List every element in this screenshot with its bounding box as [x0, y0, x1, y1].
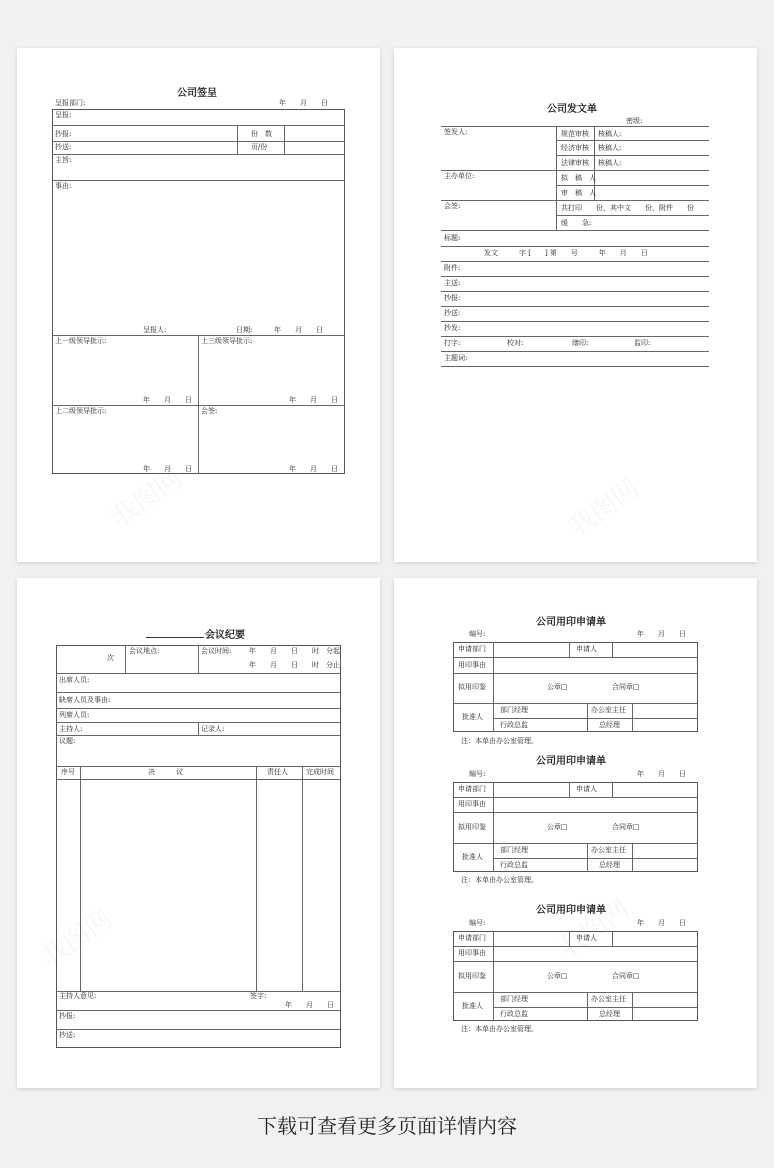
- matter-label: 事由:: [55, 182, 72, 190]
- print-supervisor-label: 监印:: [634, 339, 651, 347]
- form3-approver: 批准人: [462, 1002, 483, 1010]
- form1-gm: 总经理: [599, 721, 620, 729]
- form2-gm: 总经理: [599, 861, 620, 869]
- form3-reason: 用印事由: [458, 949, 486, 957]
- cc1-label: 抄报:: [444, 294, 461, 302]
- recorder-label: 记录人:: [201, 725, 225, 733]
- form2-dept: 申请部门: [458, 785, 486, 793]
- form3-office-head: 办公室主任: [591, 995, 626, 1003]
- page-title: 会议纪要: [205, 630, 245, 641]
- attachment-label: 附件:: [444, 264, 461, 272]
- form1-office-head: 办公室主任: [591, 706, 626, 714]
- doc-number: 发文 字 [ ] 第 号 年 月 日: [484, 249, 648, 257]
- host-label: 主持人:: [59, 725, 83, 733]
- form3-applicant: 申请人: [576, 934, 597, 942]
- page-seal-request: [394, 578, 757, 1088]
- form1-date: 年 月 日: [637, 630, 686, 638]
- cc2-label: 抄送:: [55, 143, 72, 151]
- form3-dept-mgr: 部门经理: [500, 995, 528, 1003]
- form3-seal-type: 拟用印鉴: [458, 972, 486, 980]
- form2-no-label: 编号:: [469, 770, 486, 778]
- form1-dept-mgr: 部门经理: [500, 706, 528, 714]
- cc2-label: 抄送:: [59, 1031, 76, 1039]
- form3-gm: 总经理: [599, 1010, 620, 1018]
- subject-label: 标题:: [444, 234, 461, 242]
- form2-date: 年 月 日: [637, 770, 686, 778]
- col-owner: 责任人: [267, 768, 288, 776]
- form1-applicant: 申请人: [576, 645, 597, 653]
- countersign-label: 会签:: [201, 407, 218, 415]
- form2-approver: 批准人: [462, 853, 483, 861]
- session-label: 次: [107, 654, 114, 662]
- form3-contract-seal: 合同章□: [612, 972, 640, 980]
- time-start: 年 月 日 时 分起: [249, 647, 340, 655]
- watermark: [560, 469, 645, 544]
- review2-type: 经济审核: [561, 144, 589, 152]
- page-title: 公司发文单: [547, 104, 597, 115]
- form2-applicant: 申请人: [576, 785, 597, 793]
- reporter-label: 呈报人:: [143, 326, 167, 334]
- form3-dept: 申请部门: [458, 934, 486, 942]
- proof-label: 校对:: [507, 339, 524, 347]
- leader2-date: 年 月 日: [143, 465, 192, 473]
- countersign-label: 会签:: [444, 202, 461, 210]
- col-no: 序号: [61, 768, 75, 776]
- form1-note: 注：本单由办公室管理。: [461, 737, 538, 745]
- form2-office-head: 办公室主任: [591, 846, 626, 854]
- form1-dept: 申请部门: [458, 645, 486, 653]
- review1-checker: 核稿人:: [598, 130, 622, 138]
- signer-label: 签发人:: [444, 128, 468, 136]
- form1-reason: 用印事由: [458, 661, 486, 669]
- form2-company-seal: 公章□: [547, 823, 568, 831]
- place-label: 会议地点:: [129, 647, 160, 655]
- reviewer-label: 审 稿 人: [561, 189, 596, 197]
- form3-company-seal: 公章□: [547, 972, 568, 980]
- review3-checker: 核稿人:: [598, 159, 622, 167]
- cc2-label: 抄送:: [444, 309, 461, 317]
- main-to-label: 主送:: [444, 279, 461, 287]
- form2-note: 注：本单由办公室管理。: [461, 876, 538, 884]
- dept-label: 呈报部门:: [55, 99, 86, 107]
- leader3-label: 上三级领导批示:: [201, 337, 253, 345]
- drafter-label: 拟 稿 人: [561, 174, 596, 182]
- sign-date: 年 月 日: [285, 1001, 334, 1009]
- form1-company-seal: 公章□: [547, 683, 568, 691]
- date-field: 年 月 日: [274, 326, 323, 334]
- review3-type: 法律审核: [561, 159, 589, 167]
- leader1-date: 年 月 日: [143, 396, 192, 404]
- host-unit-label: 主办单位:: [444, 172, 475, 180]
- form2-contract-seal: 合同章□: [612, 823, 640, 831]
- absent-label: 缺席人员及事由:: [59, 696, 111, 704]
- form3-admin-director: 行政总监: [500, 1010, 528, 1018]
- title-blank-line: [146, 637, 204, 638]
- review2-checker: 核稿人:: [598, 144, 622, 152]
- leader3-date: 年 月 日: [289, 396, 338, 404]
- form1-approver: 批准人: [462, 713, 483, 721]
- col-resolution: 决 议: [148, 768, 183, 776]
- secret-label: 密级:: [626, 117, 643, 125]
- page-dispatch: [394, 48, 757, 562]
- form3-date: 年 月 日: [637, 919, 686, 927]
- typist-label: 打字:: [444, 339, 461, 347]
- host-opinion-label: 主持人意见:: [59, 992, 97, 1000]
- attendees-label: 出席人员:: [59, 676, 90, 684]
- issue-label: 抄发:: [444, 324, 461, 332]
- countersign-date: 年 月 日: [289, 465, 338, 473]
- review1-type: 规范审核: [561, 130, 589, 138]
- copy-label: 缮印:: [572, 339, 589, 347]
- cc1-label: 抄报:: [55, 130, 72, 138]
- form1-seal-type: 拟用印鉴: [458, 683, 486, 691]
- sign-label: 签字:: [250, 992, 267, 1000]
- time-end: 年 月 日 时 分止: [249, 661, 340, 669]
- form2-dept-mgr: 部门经理: [500, 846, 528, 854]
- form2-title: 公司用印申请单: [536, 756, 606, 767]
- form1-title: 公司用印申请单: [536, 617, 606, 628]
- form1-no-label: 编号:: [469, 630, 486, 638]
- form2-seal-type: 拟用印鉴: [458, 823, 486, 831]
- subject-label: 主旨:: [55, 156, 72, 164]
- copies-label: 份 数: [251, 130, 272, 138]
- urgency-label: 缓 急:: [561, 219, 592, 227]
- form3-no-label: 编号:: [469, 919, 486, 927]
- page-title: 公司签呈: [177, 88, 217, 99]
- form2-reason: 用印事由: [458, 800, 486, 808]
- print-count: 共打印 份，其中文 份，附件 份: [561, 204, 694, 212]
- topic-label: 议题:: [59, 737, 76, 745]
- form2-admin-director: 行政总监: [500, 861, 528, 869]
- form1-admin-director: 行政总监: [500, 721, 528, 729]
- date-label: 年 月 日: [279, 99, 328, 107]
- page-meeting-minutes: [17, 578, 380, 1088]
- minutes-form: [56, 645, 341, 1048]
- time-label: 会议时间:: [201, 647, 232, 655]
- form1-contract-seal: 合同章□: [612, 683, 640, 691]
- col-deadline: 完成时间: [306, 768, 334, 776]
- leader2-label: 上二级领导批示:: [55, 407, 107, 415]
- form3-title: 公司用印申请单: [536, 905, 606, 916]
- keywords-label: 主题词:: [444, 354, 468, 362]
- report-label: 呈报:: [55, 111, 72, 119]
- form3-note: 注：本单由办公室管理。: [461, 1025, 538, 1033]
- observers-label: 列席人员:: [59, 711, 90, 719]
- page-company-sign: [17, 48, 380, 562]
- leader1-label: 上一级领导批示:: [55, 337, 107, 345]
- pages-label: 页/份: [251, 143, 268, 151]
- cc1-label: 抄报:: [59, 1012, 76, 1020]
- bottom-caption: 下载可查看更多页面详情内容: [257, 1114, 517, 1138]
- date-field-label: 日期:: [236, 326, 253, 334]
